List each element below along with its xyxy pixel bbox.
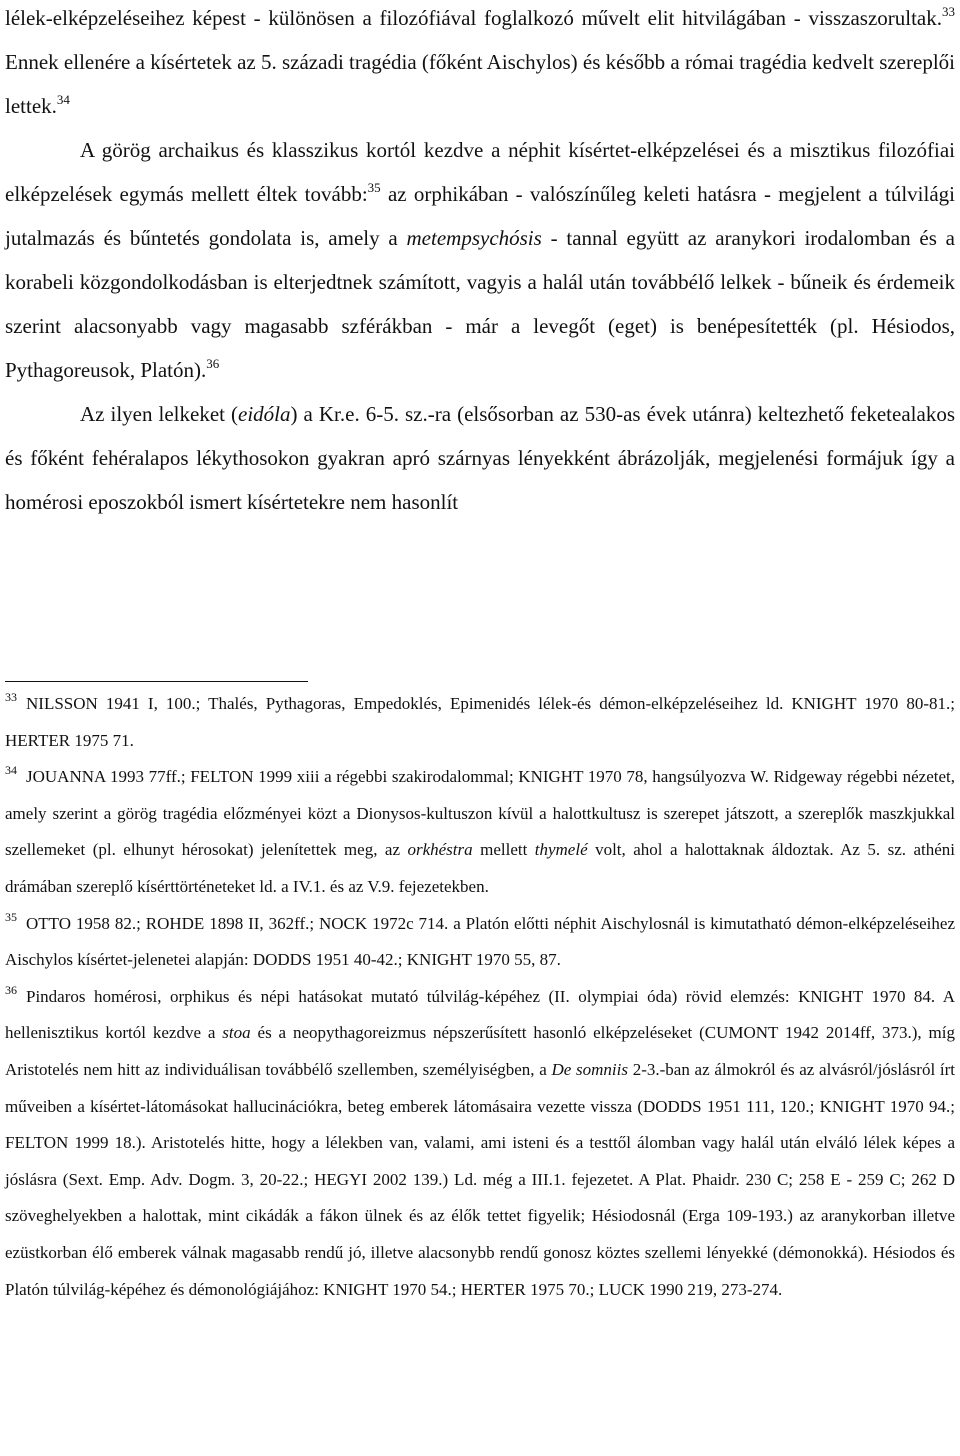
text-run: ) a Kr.e. 6-5. sz.-ra (elsősorban az 530-as évek utánra) keltezhető feketealakos és főként fehéralapos lékythosokon gyakran apró szárnyas lényekként ábrázolják, megjelenési formájuk így a homérosi eposzokból ismert kísértetekre nem hasonlít: [5, 402, 955, 514]
body-paragraph-1: [5, 0, 955, 128]
text-run: OTTO 1958 82.; ROHDE 1898 II, 362ff.; NOCK 1972c 714. a Platón előtti néphit Aischylosnál is kimutatható démon-elképzeléseihez Aischylos kísértet-jelenetei alapján: DODDS 1951 40-42.; KNIGHT 1970 55, 87.: [5, 913, 955, 970]
footnote-number: 34: [5, 763, 17, 778]
footnote-number: 35: [5, 909, 17, 924]
italic-term: De somniis: [551, 1059, 628, 1079]
italic-term: metempsychósis: [406, 226, 542, 250]
text-run: Ennek ellenére a kísértetek az 5. századi tragédia (főként Aischylos) és később a római tragédia kedvelt szereplői lettek.: [5, 50, 955, 118]
footnote-35: [5, 906, 955, 979]
footnote-36: [5, 979, 955, 1308]
text-run: mellett: [472, 840, 535, 860]
text-run: NILSSON 1941 I, 100.; Thalés, Pythagoras, Empedoklés, Epimenidés lélek-és démon-elképzeléseihez ld. KNIGHT 1970 80-81.; HERTER 1975 71.: [5, 694, 955, 750]
text-run: JOUANNA 1993 77ff.; FELTON 1999 xiii a régebbi szakirodalommal; KNIGHT 1970 78, hangsúlyozva W. Ridgeway régebbi nézetet, amely szerint a görög tragédia előzményei közt a Dionysos-kultuszon kívül a halottkultusz is szerepet játszott, a szereplők maszkjukkal szellemeket (pl. elhunyt hérosokat) jelenítettek meg, az: [5, 767, 955, 860]
body-paragraph-2: [5, 128, 955, 392]
footnote-number: 33: [5, 690, 17, 704]
footnote-34: [5, 759, 955, 905]
text-run: Pindaros homérosi, orphikus és népi hatásokat mutató túlvilág-képéhez (II. olympiai óda) rövid elemzés: KNIGHT 1970 84. A hellenisztikus kortól kezdve a: [5, 986, 955, 1043]
document-page: [5, 0, 955, 524]
text-run: Az ilyen lelkeket (: [80, 402, 239, 426]
text-run: az orphikában - valószínűleg keleti hatásra - megjelent a túlvilági jutalmazás és bűntetés gondolata is, amely a: [5, 182, 955, 250]
text-run: és a neopythagoreizmus népszerűsített hasonló elképzeléseket (CUMONT 1942 2014ff, 373.), míg Aristotelés nem hitt az individuálisan továbbélő szellemben, személyiségben, a: [5, 1023, 955, 1079]
footnote-ref[interactable]: 35: [367, 180, 381, 195]
italic-term: eidóla: [238, 402, 291, 426]
body-paragraph-3: [5, 392, 955, 524]
footnote-33: [5, 686, 955, 759]
italic-term: thymelé: [534, 840, 588, 860]
footnotes: [5, 686, 955, 1308]
footnote-number: 36: [5, 982, 17, 997]
footnote-ref[interactable]: 36: [206, 356, 220, 371]
text-run: lélek-elképzeléseihez képest - különösen a filozófiával foglalkozó művelt elit hitvilágában - visszaszorultak.: [5, 6, 942, 30]
footnote-ref[interactable]: 33: [942, 4, 955, 19]
footnote-ref[interactable]: 34: [56, 92, 70, 107]
italic-term: orkhéstra: [407, 840, 473, 860]
text-run: A görög archaikus és klasszikus kortól kezdve a néphit kísértet-elképzelései és a misztikus filozófiai elképzelések egymás mellett éltek tovább:: [5, 138, 955, 206]
footnote-separator: [5, 681, 308, 682]
text-run: 2-3.-ban az álmokról és az alvásról/jóslásról írt műveiben a kísértet-látomásokat hallucinációkra, beteg emberek látomásaira vezette vissza (DODDS 1951 111, 120.; KNIGHT 1970 94.; FELTON 1999 18.). Aristotelés hitte, hogy a lélekben van, valami, ami isteni és a testtől álomban vagy halál után elváló lélek képes a jóslásra (Sext. Emp. Adv. Dogm. 3, 20-22.; HEGYI 2002 139.) Ld. még a III.1. fejezetet. A Plat. Phaidr. 230 C; 258 E - 259 C; 262 D szöveghelyekben a halottak, mint cikádák a fákon ülnek és az élők tettet figyelik; Hésiodosnál (Erga 109-193.) az aranykorban illetve ezüstkorban élő emberek válnak magasabb rendű jó, illetve alacsonybb rendű gonosz köztes szellemi lényekké (démonokká). Hésiodos és Platón túlvilág-képéhez és démonológiájához: KNIGHT 1970 54.; HERTER 1975 70.; LUCK 1990 219, 273-274.: [5, 1059, 956, 1299]
italic-term: stoa: [222, 1023, 251, 1043]
text-run: - tannal együtt az aranykori irodalomban és a korabeli közgondolkodásban is elterjedtnek számított, vagyis a halál után továbbélő lelkek - bűneik és érdemeik szerint alacsonyabb vagy magasabb szférákban - már a levegőt (eget) is benépesítették (pl. Hésiodos, Pythagoreusok, Platón).: [5, 226, 956, 382]
text-run: volt, ahol a halottaknak áldoztak. Az 5. sz. athéni drámában szereplő kísérttörténeteket ld. a IV.1. és az V.9. fejezetekben.: [5, 840, 955, 896]
